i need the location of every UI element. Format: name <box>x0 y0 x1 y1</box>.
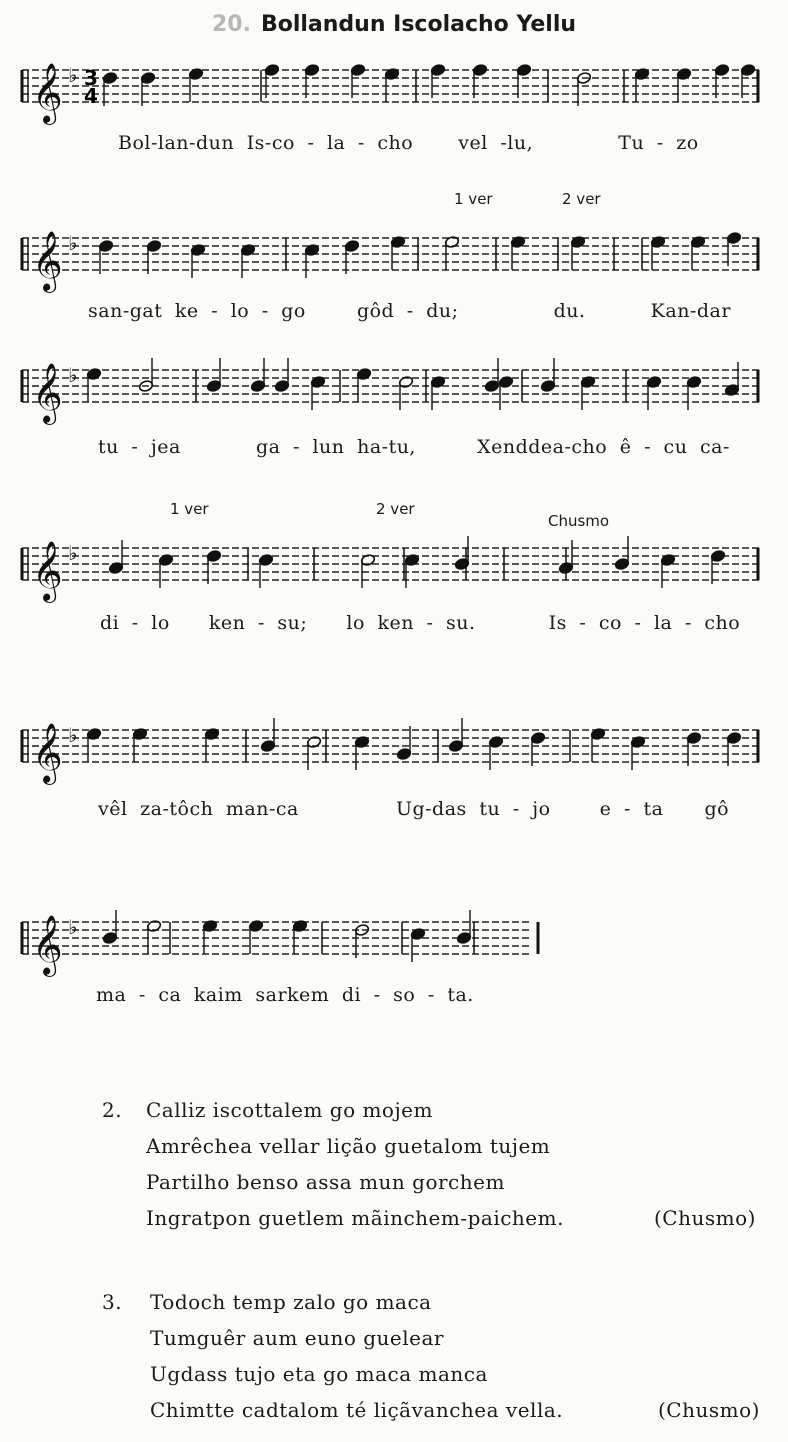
lyric: su; <box>277 612 308 634</box>
lyric: - <box>373 984 381 1006</box>
lyric: lo <box>346 612 365 634</box>
lyric: e <box>599 798 612 820</box>
lyric: - <box>512 798 520 820</box>
lyrics-system-1 <box>118 132 699 154</box>
key-signature-flat-icon: ♭ <box>68 63 78 87</box>
lyric: du <box>426 300 452 322</box>
lyric: cho <box>377 132 414 154</box>
verse-line: Partilho benso assa mun gorchem <box>146 1170 505 1194</box>
lyric: - <box>426 612 434 634</box>
lyric: - <box>138 984 146 1006</box>
lyric: lo <box>151 612 170 634</box>
lyric: so <box>393 984 416 1006</box>
lyric: gôd <box>356 300 395 322</box>
lyric: vel <box>458 132 488 154</box>
treble-clef-icon: 𝄞 <box>32 541 63 601</box>
lyric: la <box>326 132 346 154</box>
lyric: man-ca <box>225 798 299 820</box>
annotation-1-ver: 1 ver <box>454 190 493 208</box>
lyric: - <box>357 132 365 154</box>
lyric: jo <box>532 798 551 820</box>
staff-3-svg <box>18 360 768 423</box>
lyric: ca- <box>699 436 730 458</box>
lyric: lo <box>230 300 250 322</box>
staff-system-4 <box>18 538 768 601</box>
verse-line: Calliz iscottalem go mojem <box>146 1098 433 1122</box>
lyric: - <box>293 436 300 458</box>
treble-clef-icon: 𝄞 <box>32 231 63 291</box>
lyric: du. <box>553 300 586 322</box>
lyric: Ug-das <box>395 798 467 820</box>
lyric: -lu, <box>500 132 534 154</box>
lyric: co <box>598 612 622 634</box>
lyric: - <box>406 300 414 322</box>
lyric: - <box>656 132 664 154</box>
lyric: ma <box>96 984 127 1006</box>
key-signature-flat-icon: ♭ <box>68 915 78 939</box>
lyric: kaim <box>193 984 243 1006</box>
lyric: ga <box>255 436 281 458</box>
lyric: Tu <box>618 132 645 154</box>
lyric: Kan-dar <box>650 300 731 322</box>
lyric: lun <box>312 436 345 458</box>
lyric: ken <box>377 612 414 634</box>
lyric: ê <box>619 436 632 458</box>
lyric: - <box>261 300 269 322</box>
staff-4-svg <box>18 538 768 601</box>
verse-line: Amrêchea vellar lição guetalom tujem <box>146 1134 551 1158</box>
lyric: Is-co <box>246 132 295 154</box>
lyrics-system-5 <box>98 798 729 820</box>
song-title <box>0 12 788 37</box>
lyric: jea <box>150 436 181 458</box>
lyrics-system-2 <box>88 300 731 322</box>
lyric: - <box>211 300 219 322</box>
lyric: go <box>281 300 306 322</box>
lyric: ta <box>643 798 664 820</box>
lyric: cho <box>704 612 741 634</box>
verse-line: Chimtte cadtalom té liçãvanchea vella. <box>150 1398 564 1422</box>
lyric: gô <box>704 798 730 820</box>
staff-system-6 <box>18 912 538 975</box>
staff-system-2 <box>18 228 768 291</box>
lyric: san-gat <box>88 300 163 322</box>
lyric: - <box>579 612 587 634</box>
lyric: - <box>427 984 435 1006</box>
key-signature-flat-icon: ♭ <box>68 541 78 565</box>
lyric: - <box>623 798 631 820</box>
lyric: - <box>131 612 139 634</box>
song-title-text: Bollandun Iscolacho Yellu <box>260 12 577 37</box>
lyric: tu <box>479 798 501 820</box>
verse-line: Todoch temp zalo go maca <box>150 1290 432 1314</box>
lyric: Is <box>548 612 567 634</box>
staff-1-svg <box>18 60 768 123</box>
lyric: ta. <box>447 984 474 1006</box>
lyric: di <box>341 984 362 1006</box>
time-signature-top: 3 <box>84 66 98 90</box>
key-signature-flat-icon: ♭ <box>68 231 78 255</box>
lyric: - <box>131 436 139 458</box>
key-signature-flat-icon: ♭ <box>68 723 78 747</box>
lyric: za-tôch <box>140 798 214 820</box>
verse-line: Tumguêr aum euno guelear <box>150 1326 444 1350</box>
time-signature-bottom: 4 <box>84 84 98 108</box>
lyric: su. <box>445 612 476 634</box>
lyric: di <box>100 612 120 634</box>
lyric: - <box>684 612 692 634</box>
refrain-marker: (Chusmo) <box>654 1206 756 1230</box>
treble-clef-icon: 𝄞 <box>32 915 63 975</box>
lyric: - <box>257 612 265 634</box>
lyric: la <box>653 612 673 634</box>
lyric: tu <box>98 436 119 458</box>
refrain-marker: (Chusmo) <box>658 1398 760 1422</box>
lyric: cu <box>663 436 688 458</box>
lyrics-system-3 <box>98 436 730 458</box>
annotation-1-ver: 1 ver <box>170 500 209 518</box>
lyric: ke <box>174 300 199 322</box>
staff-system-3 <box>18 360 768 423</box>
treble-clef-icon: 𝄞 <box>32 723 63 783</box>
lyric: ; <box>451 300 459 322</box>
staff-system-1 <box>18 60 768 123</box>
staff-system-5 <box>18 720 768 783</box>
verse-line: Ingratpon guetlem mãinchem-paichem. <box>146 1206 564 1230</box>
verse-number: 2. <box>102 1098 123 1122</box>
song-number: 20. <box>211 12 251 37</box>
verse-line: Ugdass tujo eta go maca manca <box>150 1362 488 1386</box>
lyric: - <box>644 436 651 458</box>
key-signature-flat-icon: ♭ <box>68 363 78 387</box>
staff-2-svg <box>18 228 768 291</box>
staff-5-svg <box>18 720 768 783</box>
lyric: ha-tu, <box>357 436 416 458</box>
lyric: zo <box>676 132 699 154</box>
annotation-2-ver: 2 ver <box>562 190 601 208</box>
lyrics-system-6 <box>96 984 474 1006</box>
lyric: ca <box>158 984 182 1006</box>
treble-clef-icon: 𝄞 <box>32 363 63 423</box>
lyrics-system-4 <box>100 612 740 634</box>
treble-clef-icon: 𝄞 <box>32 63 63 123</box>
lyric: - <box>634 612 642 634</box>
lyric: - <box>307 132 315 154</box>
lyric: ken <box>208 612 246 634</box>
lyric: Bol-lan-dun <box>118 132 235 154</box>
lyric: sarkem <box>255 984 330 1006</box>
annotation-chusmo: Chusmo <box>548 512 610 530</box>
lyric: vêl <box>98 798 128 820</box>
staff-6-svg <box>18 912 538 975</box>
lyric: Xenddea-cho <box>477 436 608 458</box>
annotation-2-ver: 2 ver <box>376 500 415 518</box>
verse-number: 3. <box>102 1290 123 1314</box>
